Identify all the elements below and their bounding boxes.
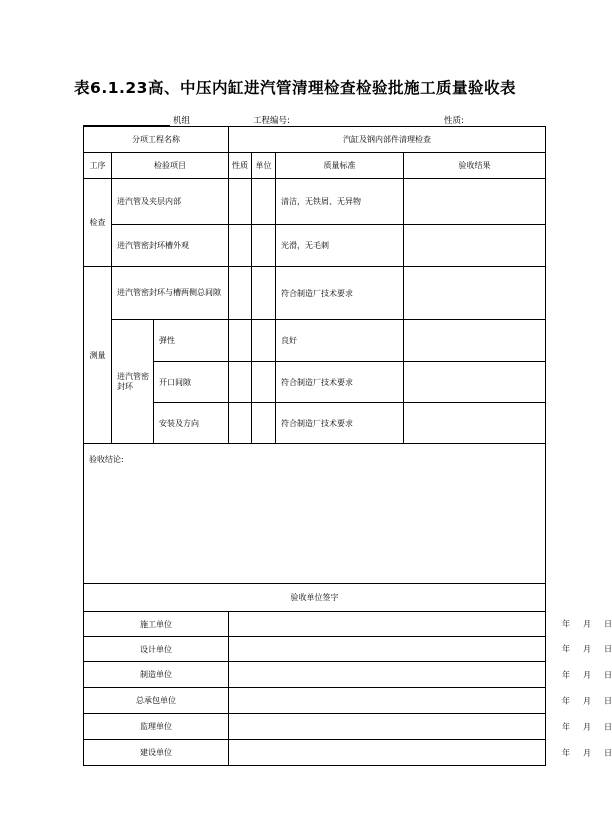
ring-label: 进汽管密封环 — [112, 320, 154, 444]
measure-label: 测量 — [84, 267, 112, 444]
ring-property-1[interactable] — [229, 320, 252, 362]
check-result-2[interactable] — [404, 225, 546, 267]
month-label: 月 — [583, 696, 591, 705]
check-result-1[interactable] — [404, 179, 546, 225]
col-unit: 单位 — [252, 153, 276, 179]
month-label: 月 — [583, 644, 591, 654]
check-unit-1[interactable] — [252, 179, 276, 225]
year-label: 年 — [562, 644, 570, 654]
conclusion-cell[interactable]: 验收结论: — [84, 444, 546, 584]
nature-label: 性质: — [444, 116, 464, 126]
ring-standard-2: 符合制造厂技术要求 — [276, 362, 404, 403]
ring-standard-1: 良好 — [276, 320, 404, 362]
col-result: 验收结果 — [404, 153, 546, 179]
ring-property-3[interactable] — [229, 403, 252, 444]
unit-label: 机组 — [173, 116, 191, 126]
subproject-value: 汽缸及钢内部件清理检查 — [229, 127, 546, 153]
ring-property-2[interactable] — [229, 362, 252, 403]
sign-unit-4: 总承包单位 — [84, 688, 229, 714]
check-property-1[interactable] — [229, 179, 252, 225]
month-label: 月 — [583, 619, 591, 629]
measure-gap-property[interactable] — [229, 267, 252, 320]
sign-title: 验收单位签字 — [84, 584, 546, 612]
check-item-1: 进汽管及夹层内部 — [112, 179, 229, 225]
measure-gap-standard: 符合制造厂技术要求 — [276, 267, 404, 320]
subproject-label: 分项工程名称 — [84, 127, 229, 153]
measure-gap-item: 进汽管密封环与槽两侧总间隙 — [112, 267, 229, 320]
ring-standard-3: 符合制造厂技术要求 — [276, 403, 404, 444]
check-item-2: 进汽管密封环槽外观 — [112, 225, 229, 267]
sign-unit-1: 施工单位 — [84, 612, 229, 637]
day-label: 日 — [604, 696, 612, 705]
sign-unit-6: 建设单位 — [84, 740, 229, 766]
day-label: 日 — [604, 748, 612, 757]
sign-date-5[interactable] — [229, 714, 612, 740]
sign-date-2[interactable] — [229, 637, 612, 662]
ring-unit-2[interactable] — [252, 362, 276, 403]
ring-result-2[interactable] — [404, 362, 546, 403]
measure-gap-result[interactable] — [404, 267, 546, 320]
sign-date-4[interactable] — [229, 688, 612, 714]
sign-date-1[interactable] — [229, 612, 612, 637]
sign-date-6[interactable] — [229, 740, 612, 766]
ring-result-3[interactable] — [404, 403, 546, 444]
check-unit-2[interactable] — [252, 225, 276, 267]
inspection-table — [83, 126, 612, 766]
day-label: 日 — [604, 722, 612, 731]
ring-item-1: 弹性 — [154, 320, 229, 362]
year-label: 年 — [562, 619, 570, 629]
ring-result-1[interactable] — [404, 320, 546, 362]
day-label: 日 — [604, 670, 612, 679]
day-label: 日 — [604, 644, 612, 654]
sign-unit-5: 监理单位 — [84, 714, 229, 740]
page-title: 表6.1.23高、中压内缸进汽管清理检查检验批施工质量验收表 — [74, 79, 516, 97]
project-no-label: 工程编号: — [253, 116, 290, 126]
col-property: 性质 — [229, 153, 252, 179]
check-label: 检查 — [84, 179, 112, 267]
year-label: 年 — [562, 696, 570, 705]
col-standard: 质量标准 — [276, 153, 404, 179]
month-label: 月 — [583, 748, 591, 757]
sign-date-3[interactable] — [229, 662, 612, 688]
check-standard-2: 光滑，无毛刺 — [276, 225, 404, 267]
year-label: 年 — [562, 722, 570, 731]
ring-unit-3[interactable] — [252, 403, 276, 444]
measure-gap-unit[interactable] — [252, 267, 276, 320]
ring-unit-1[interactable] — [252, 320, 276, 362]
col-process: 工序 — [84, 153, 112, 179]
ring-item-2: 开口间隙 — [154, 362, 229, 403]
month-label: 月 — [583, 670, 591, 679]
year-label: 年 — [562, 670, 570, 679]
check-property-2[interactable] — [229, 225, 252, 267]
sign-unit-3: 制造单位 — [84, 662, 229, 688]
year-label: 年 — [562, 748, 570, 757]
month-label: 月 — [583, 722, 591, 731]
check-standard-1: 清洁，无铁屑、无异物 — [276, 179, 404, 225]
sign-unit-2: 设计单位 — [84, 637, 229, 662]
ring-item-3: 安装及方向 — [154, 403, 229, 444]
day-label: 日 — [604, 619, 612, 629]
col-item: 检验项目 — [112, 153, 229, 179]
